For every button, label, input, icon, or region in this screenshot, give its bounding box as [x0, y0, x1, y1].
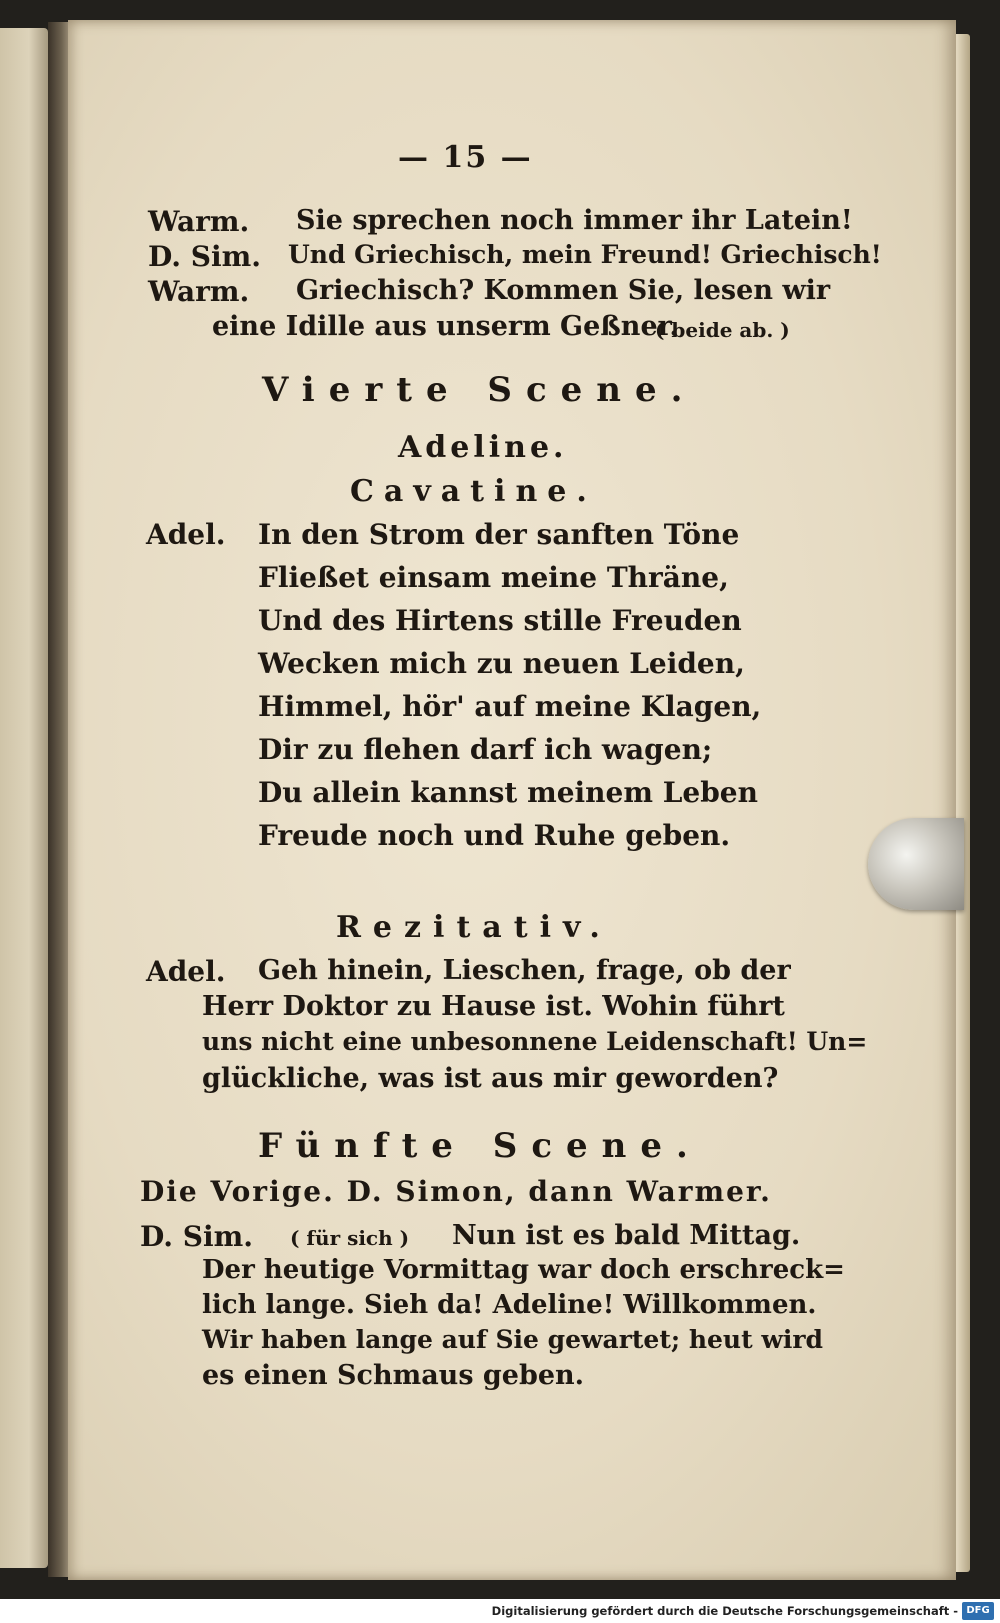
prose-line: Herr Doktor zu Hause ist. Wohin führt: [202, 991, 785, 1022]
verse-line: Dir zu flehen darf ich wagen;: [258, 733, 713, 766]
digitization-credit: Digitalisierung gefördert durch die Deutsche Forschungsgemeinschaft -: [491, 1604, 958, 1618]
cast-line: Die Vorige. D. Simon, dann Warmer.: [140, 1175, 772, 1208]
dfg-logo: DFG: [962, 1602, 994, 1620]
prose-line: Wir haben lange auf Sie gewartet; heut wird: [202, 1325, 823, 1354]
prose-line: Nun ist es bald Mittag.: [452, 1220, 801, 1251]
speaker-label: Warm.: [148, 205, 250, 238]
stage-direction: ( für sich ): [290, 1226, 410, 1250]
verse-line: Himmel, hör' auf meine Klagen,: [258, 690, 762, 723]
speaker-label: D. Sim.: [140, 1220, 254, 1253]
dialogue-line: Sie sprechen noch immer ihr Latein!: [296, 205, 853, 236]
prose-line: uns nicht eine unbesonnene Leidenschaft! Un=: [202, 1027, 868, 1056]
prose-line: es einen Schmaus geben.: [202, 1360, 585, 1391]
verse-line: Du allein kannst meinem Leben: [258, 776, 758, 809]
left-page-edge: [0, 28, 48, 1568]
prose-line: glückliche, was ist aus mir geworden?: [202, 1063, 779, 1094]
stage-direction: ( beide ab. ): [655, 318, 790, 342]
scene-heading: Vierte Scene.: [262, 370, 697, 410]
verse-line: Und des Hirtens stille Freuden: [258, 604, 742, 637]
speaker-label: Adel.: [146, 518, 226, 551]
scene-heading: Fünfte Scene.: [258, 1126, 702, 1166]
prose-line: Der heutige Vormittag war doch erschreck=: [202, 1255, 845, 1285]
verse-line: Freude noch und Ruhe geben.: [258, 819, 731, 852]
speaker-label: D. Sim.: [148, 240, 262, 273]
book-gutter: [48, 22, 70, 1577]
character-name: Adeline.: [398, 430, 568, 465]
dialogue-line: eine Idille aus unserm Geßner.: [212, 311, 679, 342]
page-number: — 15 —: [398, 140, 533, 175]
prose-line: Geh hinein, Lieschen, frage, ob der: [258, 955, 791, 986]
speaker-label: Warm.: [148, 275, 250, 308]
recitative-heading: Rezitativ.: [336, 910, 612, 945]
verse-line: Fließet einsam meine Thräne,: [258, 561, 729, 594]
speaker-label: Adel.: [146, 955, 226, 988]
page-clip: [868, 818, 964, 910]
dialogue-line: Und Griechisch, mein Freund! Griechisch!: [288, 240, 882, 269]
verse-line: In den Strom der sanften Töne: [258, 518, 740, 551]
prose-line: lich lange. Sieh da! Adeline! Willkommen.: [202, 1290, 817, 1320]
form-heading: Cavatine.: [350, 474, 597, 509]
verse-line: Wecken mich zu neuen Leiden,: [258, 647, 745, 680]
dialogue-line: Griechisch? Kommen Sie, lesen wir: [296, 275, 831, 306]
